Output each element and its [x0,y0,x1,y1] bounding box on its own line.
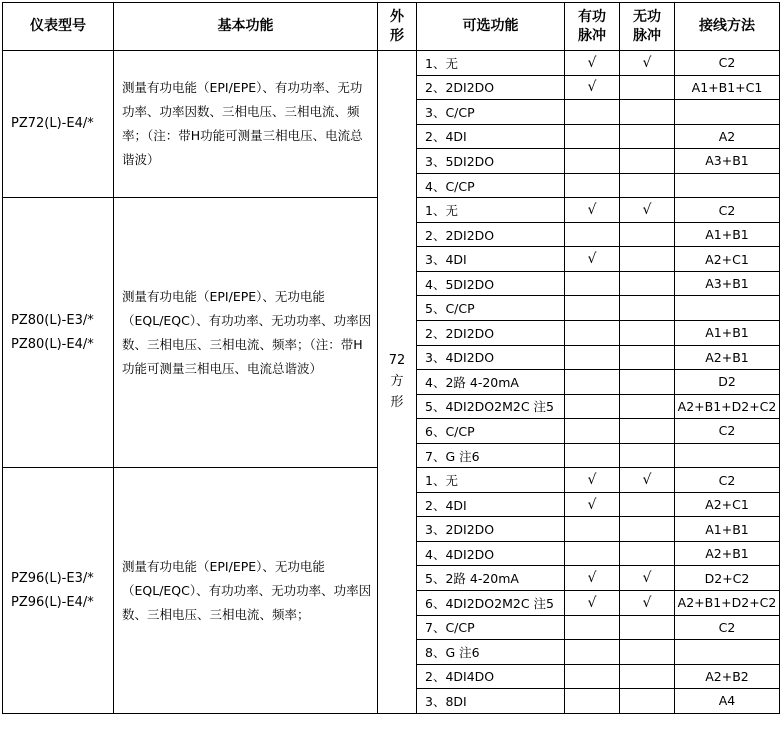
wiring-cell: A2+C1 [675,492,780,517]
table-row [3,51,780,76]
header-reactive-pulse [620,3,675,51]
reactive-pulse-cell [620,173,675,198]
active-pulse-cell [565,149,620,174]
option-cell: 1、无 [417,468,565,493]
wiring-cell: A3+B1 [675,271,780,296]
active-pulse-cell: √ [565,591,620,616]
reactive-pulse-cell [620,517,675,542]
option-cell: 6、C/CP [417,419,565,444]
header-basic-function: 基本功能 [114,3,378,51]
model-name: PZ80(L)-E4/* [11,336,94,352]
option-cell: 2、4DI4DO [417,664,565,689]
reactive-pulse-cell [620,615,675,640]
reactive-pulse-cell [620,100,675,125]
reactive-pulse-cell [620,222,675,247]
active-pulse-cell: √ [565,51,620,76]
active-pulse-cell [565,321,620,346]
wiring-cell: C2 [675,198,780,223]
reactive-pulse-cell [620,419,675,444]
wiring-cell: A1+B1+C1 [675,75,780,100]
option-cell: 4、C/CP [417,173,565,198]
model-name: PZ80(L)-E3/* [11,312,94,328]
header-model: 仪表型号 [3,3,114,51]
option-cell: 3、4DI [417,247,565,272]
active-pulse-cell: √ [565,75,620,100]
active-pulse-cell [565,541,620,566]
wiring-cell: C2 [675,419,780,444]
reactive-pulse-cell [620,640,675,665]
wiring-cell: A1+B1 [675,222,780,247]
reactive-pulse-cell: √ [620,198,675,223]
wiring-cell [675,640,780,665]
header-active-pulse [565,3,620,51]
reactive-pulse-cell [620,247,675,272]
reactive-pulse-cell: √ [620,51,675,76]
active-pulse-cell [565,517,620,542]
shape-line1: 72 [388,353,406,369]
active-pulse-cell [565,100,620,125]
option-cell: 2、4DI [417,492,565,517]
wiring-cell: A2+B1 [675,541,780,566]
wiring-cell: A2+B1+D2+C2 [675,591,780,616]
active-pulse-cell [565,345,620,370]
basic-function-cell-pz80: 测量有功电能（EPI/EPE）、无功电能（EQL/EQC）、有功功率、无功功率、功率因数、三相电压、三相电流、频率；（注：带H功能可测量三相电压、电流总谐波） [114,198,378,468]
option-cell: 7、C/CP [417,615,565,640]
header-optional-function: 可选功能 [417,3,565,51]
reactive-pulse-cell: √ [620,468,675,493]
active-pulse-cell [565,640,620,665]
option-cell: 1、无 [417,198,565,223]
shape-line3: 形 [390,395,404,411]
active-pulse-cell [565,124,620,149]
active-pulse-cell [565,394,620,419]
reactive-pulse-cell [620,124,675,149]
active-pulse-cell [565,296,620,321]
active-pulse-cell: √ [565,247,620,272]
wiring-cell: D2 [675,370,780,395]
option-cell: 4、2路 4-20mA [417,370,565,395]
reactive-pulse-cell [620,664,675,689]
model-cell-pz96 [3,468,114,713]
option-cell: 3、4DI2DO [417,345,565,370]
option-cell: 2、2DI2DO [417,75,565,100]
reactive-pulse-cell [620,271,675,296]
wiring-cell: A2+B1+D2+C2 [675,394,780,419]
basic-function-cell-pz72: 测量有功电能（EPI/EPE）、有功功率、无功功率、功率因数、三相电压、三相电流、频率；（注：带H功能可测量三相电压、电流总谐波） [114,51,378,198]
reactive-pulse-cell [620,689,675,714]
wiring-cell: A2+B2 [675,664,780,689]
header-active-pulse-line2: 脉冲 [578,27,606,44]
reactive-pulse-cell: √ [620,566,675,591]
option-cell: 7、G 注6 [417,443,565,468]
reactive-pulse-cell [620,296,675,321]
option-cell: 4、5DI2DO [417,271,565,296]
header-wiring: 接线方法 [675,3,780,51]
reactive-pulse-cell [620,492,675,517]
option-cell: 4、4DI2DO [417,541,565,566]
reactive-pulse-cell [620,541,675,566]
header-shape-line1: 外 [390,8,404,25]
active-pulse-cell [565,689,620,714]
option-cell: 3、2DI2DO [417,517,565,542]
shape-cell [378,51,417,714]
header-reactive-pulse-line2: 脉冲 [633,27,661,44]
reactive-pulse-cell [620,149,675,174]
option-cell: 3、8DI [417,689,565,714]
wiring-cell: A2 [675,124,780,149]
shape-line2: 方 [390,374,404,390]
reactive-pulse-cell: √ [620,591,675,616]
active-pulse-cell: √ [565,566,620,591]
option-cell: 8、G 注6 [417,640,565,665]
option-cell: 1、无 [417,51,565,76]
active-pulse-cell: √ [565,198,620,223]
header-row [3,3,780,51]
wiring-cell: A1+B1 [675,321,780,346]
active-pulse-cell [565,419,620,444]
active-pulse-cell [565,173,620,198]
active-pulse-cell [565,370,620,395]
reactive-pulse-cell [620,394,675,419]
active-pulse-cell [565,271,620,296]
wiring-cell [675,443,780,468]
wiring-cell: A3+B1 [675,149,780,174]
wiring-cell [675,173,780,198]
model-name: PZ96(L)-E3/* [11,570,94,586]
header-reactive-pulse-line1: 无功 [633,8,661,25]
option-cell: 6、4DI2DO2M2C 注5 [417,591,565,616]
option-cell: 2、4DI [417,124,565,149]
wiring-cell: A1+B1 [675,517,780,542]
option-cell: 5、C/CP [417,296,565,321]
active-pulse-cell [565,664,620,689]
reactive-pulse-cell [620,370,675,395]
header-active-pulse-line1: 有功 [578,8,606,25]
wiring-cell [675,296,780,321]
option-cell: 2、2DI2DO [417,321,565,346]
reactive-pulse-cell [620,321,675,346]
active-pulse-cell: √ [565,492,620,517]
option-cell: 2、2DI2DO [417,222,565,247]
option-cell: 3、5DI2DO [417,149,565,174]
wiring-cell: A2+B1 [675,345,780,370]
option-cell: 5、4DI2DO2M2C 注5 [417,394,565,419]
wiring-cell: C2 [675,51,780,76]
wiring-cell: D2+C2 [675,566,780,591]
model-name: PZ96(L)-E4/* [11,594,94,610]
wiring-cell: C2 [675,468,780,493]
reactive-pulse-cell [620,443,675,468]
model-cell-pz72 [3,51,114,198]
reactive-pulse-cell [620,75,675,100]
option-cell: 5、2路 4-20mA [417,566,565,591]
active-pulse-cell [565,222,620,247]
wiring-cell: A4 [675,689,780,714]
header-shape [378,3,417,51]
basic-function-cell-pz96: 测量有功电能（EPI/EPE）、无功电能（EQL/EQC）、有功功率、无功功率、功率因数、三相电压、三相电流、频率； [114,468,378,713]
active-pulse-cell [565,443,620,468]
active-pulse-cell: √ [565,468,620,493]
wiring-cell [675,100,780,125]
option-cell: 3、C/CP [417,100,565,125]
spec-table [2,2,780,714]
wiring-cell: C2 [675,615,780,640]
model-name: PZ72(L)-E4/* [11,116,94,132]
header-shape-line2: 形 [390,27,404,44]
model-cell-pz80 [3,198,114,468]
wiring-cell: A2+C1 [675,247,780,272]
reactive-pulse-cell [620,345,675,370]
active-pulse-cell [565,615,620,640]
